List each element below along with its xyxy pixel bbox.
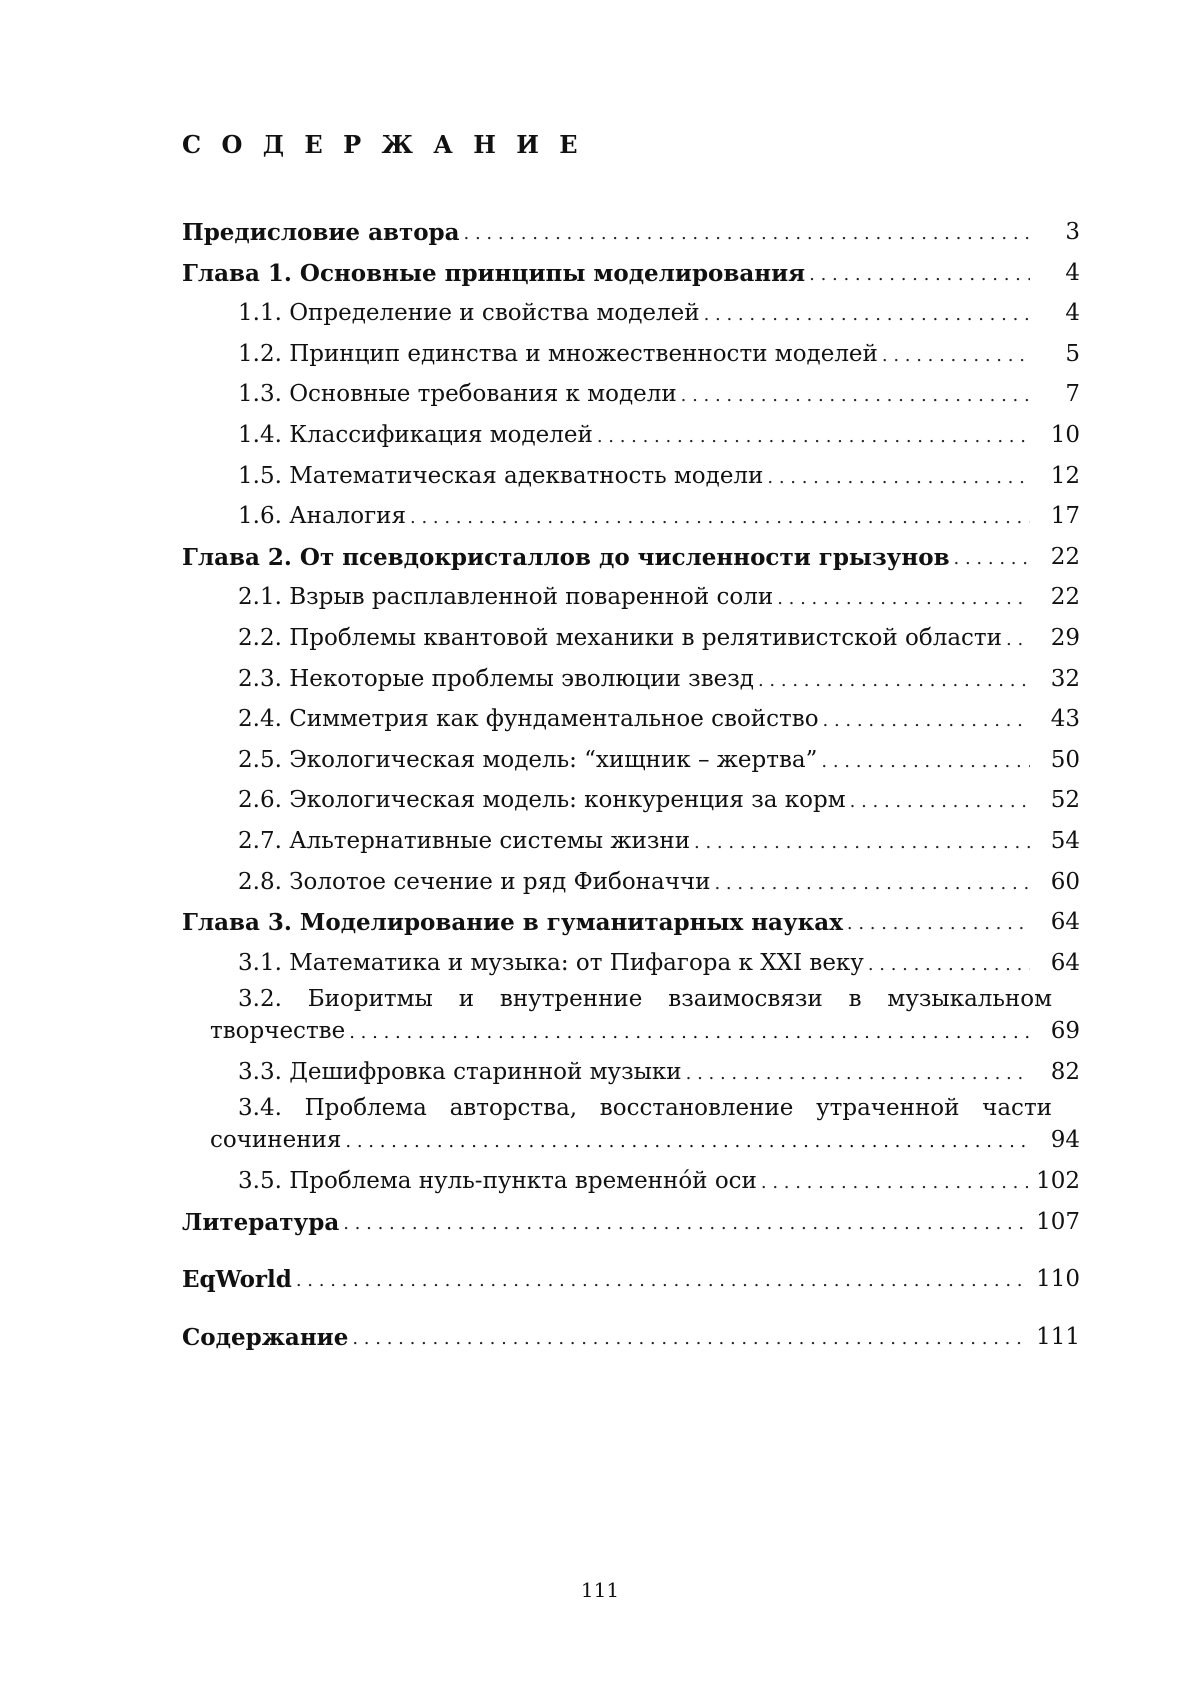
toc-entry-label: 2.3. Некоторые проблемы эволюции звезд	[238, 666, 758, 694]
toc-leader-dots	[761, 1168, 1028, 1196]
toc-entry-page: 110	[1028, 1266, 1080, 1294]
toc-entry-section-2-5[interactable]	[182, 734, 1080, 775]
toc-entry-label: Предисловие автора	[182, 219, 464, 247]
toc-entry-page: 3	[1030, 219, 1080, 247]
toc-entry-page: 22	[1030, 584, 1080, 612]
toc-leader-dots	[850, 787, 1030, 815]
toc-entry-label: Глава 2. От псевдокристаллов до численности грызунов	[182, 544, 954, 572]
toc-entry-chapter-2[interactable]	[182, 531, 1080, 572]
toc-entry-page: 60	[1030, 869, 1080, 897]
toc-entry-page: 4	[1030, 260, 1080, 288]
toc-entry-page: 17	[1030, 503, 1080, 531]
toc-entry-label-line2-row	[210, 1123, 1080, 1155]
toc-entry-page: 32	[1030, 666, 1080, 694]
toc-entry-label: 2.4. Симметрия как фундаментальное свойство	[238, 706, 823, 734]
toc-entry-section-2-4[interactable]	[182, 693, 1080, 734]
toc-leader-dots	[296, 1266, 1028, 1294]
toc-entry-label: Глава 3. Моделирование в гуманитарных науках	[182, 909, 847, 937]
toc-leader-dots	[809, 260, 1030, 288]
toc-entry-label: 1.4. Классификация моделей	[238, 422, 597, 450]
toc-leader-dots	[767, 463, 1030, 491]
toc-entry-label: 3.1. Математика и музыка: от Пифагора к XXI веку	[238, 950, 868, 978]
toc-entry-label: Глава 1. Основные принципы моделирования	[182, 260, 809, 288]
toc-entry-page: 29	[1030, 625, 1080, 653]
page-number: 111	[0, 1578, 1200, 1602]
toc-leader-dots	[777, 584, 1030, 612]
toc-entry-section-2-3[interactable]	[182, 653, 1080, 694]
toc-entry-section-3-2[interactable]	[182, 977, 1080, 1046]
toc-entry-label: 2.7. Альтернативные системы жизни	[238, 828, 694, 856]
toc-entry-label: 1.2. Принцип единства и множественности моделей	[238, 341, 882, 369]
toc-entry-section-2-8[interactable]	[182, 856, 1080, 897]
toc-leader-dots	[868, 950, 1030, 978]
toc-entry-page: 43	[1030, 706, 1080, 734]
toc-entry-label: 1.6. Аналогия	[238, 503, 410, 531]
toc-entry-page: 54	[1030, 828, 1080, 856]
toc-entry-section-2-6[interactable]	[182, 774, 1080, 815]
toc-leader-dots	[597, 422, 1030, 450]
table-of-contents	[182, 206, 1080, 1351]
toc-entry-label-line2: творчестве	[210, 1018, 349, 1046]
toc-entry-label-line1: 3.4. Проблема авторства, восстановление утраченной части	[238, 1095, 1052, 1123]
toc-entry-page: 4	[1030, 300, 1080, 328]
toc-entry-label: Литература	[182, 1209, 343, 1237]
toc-entry-page: 52	[1030, 787, 1080, 815]
toc-entry-page: 69	[1030, 1018, 1080, 1046]
toc-entry-contents[interactable]	[182, 1311, 1080, 1352]
toc-entry-section-3-5[interactable]	[182, 1155, 1080, 1196]
toc-entry-page: 50	[1030, 747, 1080, 775]
toc-leader-dots	[847, 909, 1030, 937]
toc-leader-dots	[714, 869, 1030, 897]
toc-entry-preface[interactable]	[182, 206, 1080, 247]
toc-entry-section-3-3[interactable]	[182, 1046, 1080, 1087]
toc-leader-dots	[345, 1127, 1030, 1155]
toc-entry-section-3-1[interactable]	[182, 937, 1080, 978]
toc-leader-dots	[1006, 625, 1030, 653]
toc-entry-section-1-3[interactable]	[182, 368, 1080, 409]
toc-entry-label: 2.6. Экологическая модель: конкуренция за корм	[238, 787, 850, 815]
toc-entry-label: 3.3. Дешифровка старинной музыки	[238, 1059, 686, 1087]
toc-entry-label: 2.1. Взрыв расплавленной поваренной соли	[238, 584, 777, 612]
toc-entry-page: 102	[1028, 1168, 1080, 1196]
toc-entry-page: 94	[1030, 1127, 1080, 1155]
toc-entry-page: 10	[1030, 422, 1080, 450]
toc-entry-label: 3.5. Проблема нуль-пункта временно́й оси	[238, 1168, 761, 1196]
toc-entry-section-2-7[interactable]	[182, 815, 1080, 856]
toc-entry-page: 12	[1030, 463, 1080, 491]
toc-leader-dots	[464, 219, 1030, 247]
toc-entry-label: Содержание	[182, 1324, 352, 1352]
toc-entry-section-1-2[interactable]	[182, 328, 1080, 369]
toc-leader-dots	[681, 381, 1030, 409]
toc-entry-page: 64	[1030, 950, 1080, 978]
toc-leader-dots	[882, 341, 1030, 369]
toc-entry-section-2-2[interactable]	[182, 612, 1080, 653]
toc-entry-section-1-4[interactable]	[182, 409, 1080, 450]
toc-entry-label: 1.3. Основные требования к модели	[238, 381, 681, 409]
toc-leader-dots	[694, 828, 1030, 856]
toc-leader-dots	[823, 706, 1030, 734]
toc-entry-label: 2.5. Экологическая модель: “хищник – жертва”	[238, 747, 821, 775]
toc-leader-dots	[758, 666, 1030, 694]
toc-entry-section-1-1[interactable]	[182, 287, 1080, 328]
toc-leader-dots	[410, 503, 1030, 531]
toc-entry-label-line2: сочинения	[210, 1127, 345, 1155]
toc-entry-page: 5	[1030, 341, 1080, 369]
toc-leader-dots	[821, 747, 1030, 775]
toc-entry-section-3-4[interactable]	[182, 1086, 1080, 1155]
toc-leader-dots	[352, 1324, 1028, 1352]
toc-entry-label: 1.1. Определение и свойства моделей	[238, 300, 704, 328]
toc-entry-label: 1.5. Математическая адекватность модели	[238, 463, 767, 491]
toc-entry-literature[interactable]	[182, 1196, 1080, 1237]
toc-title: С О Д Е Р Ж А Н И Е	[182, 130, 584, 159]
toc-entry-page: 22	[1030, 544, 1080, 572]
toc-entry-label-line2-row	[210, 1014, 1080, 1046]
toc-entry-page: 82	[1030, 1059, 1080, 1087]
toc-entry-label: 2.8. Золотое сечение и ряд Фибоначчи	[238, 869, 714, 897]
toc-entry-label: 2.2. Проблемы квантовой механики в релятивистской области	[238, 625, 1006, 653]
toc-entry-section-1-5[interactable]	[182, 450, 1080, 491]
toc-leader-dots	[349, 1018, 1030, 1046]
toc-leader-dots	[686, 1059, 1030, 1087]
toc-entry-eqworld[interactable]	[182, 1253, 1080, 1294]
toc-entry-section-1-6[interactable]	[182, 490, 1080, 531]
toc-entry-page: 7	[1030, 381, 1080, 409]
toc-entry-page: 111	[1028, 1324, 1080, 1352]
toc-entry-label-line1: 3.2. Биоритмы и внутренние взаимосвязи в музыкальном	[238, 986, 1052, 1014]
toc-entry-chapter-1[interactable]	[182, 247, 1080, 288]
toc-entry-section-2-1[interactable]	[182, 571, 1080, 612]
toc-leader-dots	[704, 300, 1030, 328]
toc-entry-page: 64	[1030, 909, 1080, 937]
toc-leader-dots	[954, 544, 1030, 572]
toc-entry-label: EqWorld	[182, 1266, 296, 1294]
toc-leader-dots	[343, 1209, 1028, 1237]
toc-entry-chapter-3[interactable]	[182, 896, 1080, 937]
toc-entry-page: 107	[1028, 1209, 1080, 1237]
